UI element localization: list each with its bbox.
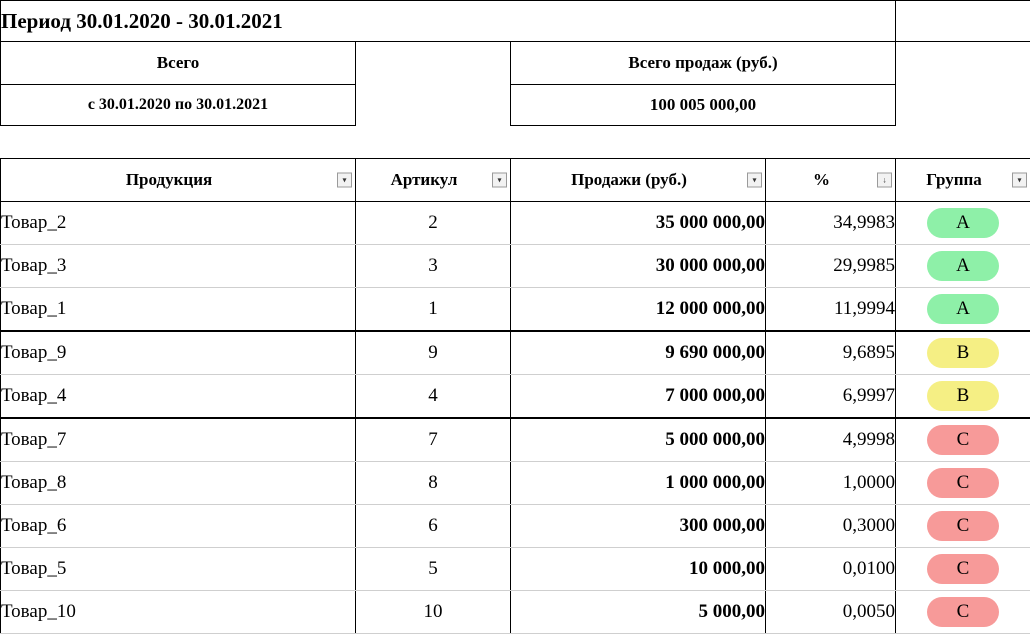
group-badge: B <box>927 381 999 411</box>
cell-percent: 29,9985 <box>766 245 896 288</box>
cell-group <box>896 288 1030 332</box>
cell-article: 5 <box>356 548 511 591</box>
cell-group <box>896 462 1030 505</box>
cell-product: Товар_7 <box>1 418 356 462</box>
cell-group <box>896 202 1030 245</box>
column-header-article <box>356 159 511 202</box>
column-header-sales <box>511 159 766 202</box>
spacer-cell-2 <box>356 126 511 159</box>
table-row[interactable] <box>1 288 1030 332</box>
table-row[interactable] <box>1 462 1030 505</box>
group-badge: C <box>927 554 999 584</box>
table-row[interactable] <box>1 375 1030 419</box>
summary-header-row <box>1 42 1030 85</box>
cell-product: Товар_2 <box>1 202 356 245</box>
column-header-percent <box>766 159 896 202</box>
report-title: Период 30.01.2020 - 30.01.2021 <box>1 1 766 42</box>
filter-dropdown-icon-article[interactable]: ▾ <box>492 173 507 188</box>
cell-article: 7 <box>356 418 511 462</box>
cell-product: Товар_10 <box>1 591 356 634</box>
summary-total-sales-value: 100 005 000,00 <box>511 85 896 126</box>
table-header-row <box>1 159 1030 202</box>
table-body <box>1 202 1030 634</box>
table-row[interactable] <box>1 591 1030 634</box>
cell-group <box>896 418 1030 462</box>
group-badge: A <box>927 208 999 238</box>
cell-sales: 5 000,00 <box>511 591 766 634</box>
cell-product: Товар_9 <box>1 331 356 375</box>
table-row[interactable] <box>1 202 1030 245</box>
cell-percent: 4,9998 <box>766 418 896 462</box>
filter-dropdown-icon-product[interactable]: ▾ <box>337 173 352 188</box>
summary-total-label: Всего <box>1 42 356 85</box>
group-badge: B <box>927 338 999 368</box>
cell-sales: 10 000,00 <box>511 548 766 591</box>
spacer-row <box>1 126 1030 159</box>
group-badge: A <box>927 294 999 324</box>
summary-gap-1 <box>356 42 511 85</box>
cell-product: Товар_4 <box>1 375 356 419</box>
table-row[interactable] <box>1 331 1030 375</box>
cell-article: 2 <box>356 202 511 245</box>
filter-dropdown-icon-sales[interactable]: ▾ <box>747 173 762 188</box>
column-header-group <box>896 159 1030 202</box>
cell-article: 6 <box>356 505 511 548</box>
cell-group <box>896 591 1030 634</box>
cell-article: 1 <box>356 288 511 332</box>
title-row <box>1 1 1030 42</box>
group-badge: C <box>927 468 999 498</box>
cell-product: Товар_3 <box>1 245 356 288</box>
spacer-cell-5 <box>896 126 1030 159</box>
cell-article: 10 <box>356 591 511 634</box>
title-spacer-2 <box>896 1 1030 42</box>
summary-period-value: с 30.01.2020 по 30.01.2021 <box>1 85 356 126</box>
cell-article: 9 <box>356 331 511 375</box>
group-badge: C <box>927 511 999 541</box>
summary-gap-2 <box>896 42 1030 85</box>
cell-group <box>896 548 1030 591</box>
column-header-sales-label: Продажи (руб.) <box>571 170 687 189</box>
spacer-cell-3 <box>511 126 766 159</box>
cell-product: Товар_5 <box>1 548 356 591</box>
cell-sales: 30 000 000,00 <box>511 245 766 288</box>
cell-sales: 12 000 000,00 <box>511 288 766 332</box>
cell-percent: 0,0100 <box>766 548 896 591</box>
spacer-cell-1 <box>1 126 356 159</box>
cell-article: 4 <box>356 375 511 419</box>
summary-gap-4 <box>896 85 1030 126</box>
column-header-group-label: Группа <box>926 170 982 189</box>
title-spacer-1 <box>766 1 896 42</box>
cell-percent: 0,3000 <box>766 505 896 548</box>
group-badge: C <box>927 425 999 455</box>
table-row[interactable] <box>1 418 1030 462</box>
cell-article: 3 <box>356 245 511 288</box>
column-header-product <box>1 159 356 202</box>
summary-total-sales-label: Всего продаж (руб.) <box>511 42 896 85</box>
cell-sales: 1 000 000,00 <box>511 462 766 505</box>
group-badge: C <box>927 597 999 627</box>
spacer-cell-4 <box>766 126 896 159</box>
cell-product: Товар_1 <box>1 288 356 332</box>
sort-descending-icon-percent[interactable]: ↓ <box>877 173 892 188</box>
cell-percent: 34,9983 <box>766 202 896 245</box>
summary-value-row <box>1 85 1030 126</box>
cell-percent: 0,0050 <box>766 591 896 634</box>
cell-group <box>896 331 1030 375</box>
table-row[interactable] <box>1 548 1030 591</box>
cell-group <box>896 245 1030 288</box>
cell-sales: 5 000 000,00 <box>511 418 766 462</box>
column-header-percent-label: % <box>813 170 831 189</box>
filter-dropdown-icon-group[interactable]: ▾ <box>1012 173 1027 188</box>
table-row[interactable] <box>1 505 1030 548</box>
cell-product: Товар_8 <box>1 462 356 505</box>
cell-article: 8 <box>356 462 511 505</box>
cell-sales: 35 000 000,00 <box>511 202 766 245</box>
cell-sales: 300 000,00 <box>511 505 766 548</box>
cell-sales: 9 690 000,00 <box>511 331 766 375</box>
cell-percent: 11,9994 <box>766 288 896 332</box>
cell-group <box>896 375 1030 419</box>
group-badge: A <box>927 251 999 281</box>
cell-group <box>896 505 1030 548</box>
column-header-product-label: Продукция <box>125 170 213 189</box>
column-header-article-label: Артикул <box>390 170 458 189</box>
cell-percent: 6,9997 <box>766 375 896 419</box>
table-row[interactable] <box>1 245 1030 288</box>
cell-percent: 9,6895 <box>766 331 896 375</box>
cell-percent: 1,0000 <box>766 462 896 505</box>
summary-gap-3 <box>356 85 511 126</box>
cell-product: Товар_6 <box>1 505 356 548</box>
cell-sales: 7 000 000,00 <box>511 375 766 419</box>
